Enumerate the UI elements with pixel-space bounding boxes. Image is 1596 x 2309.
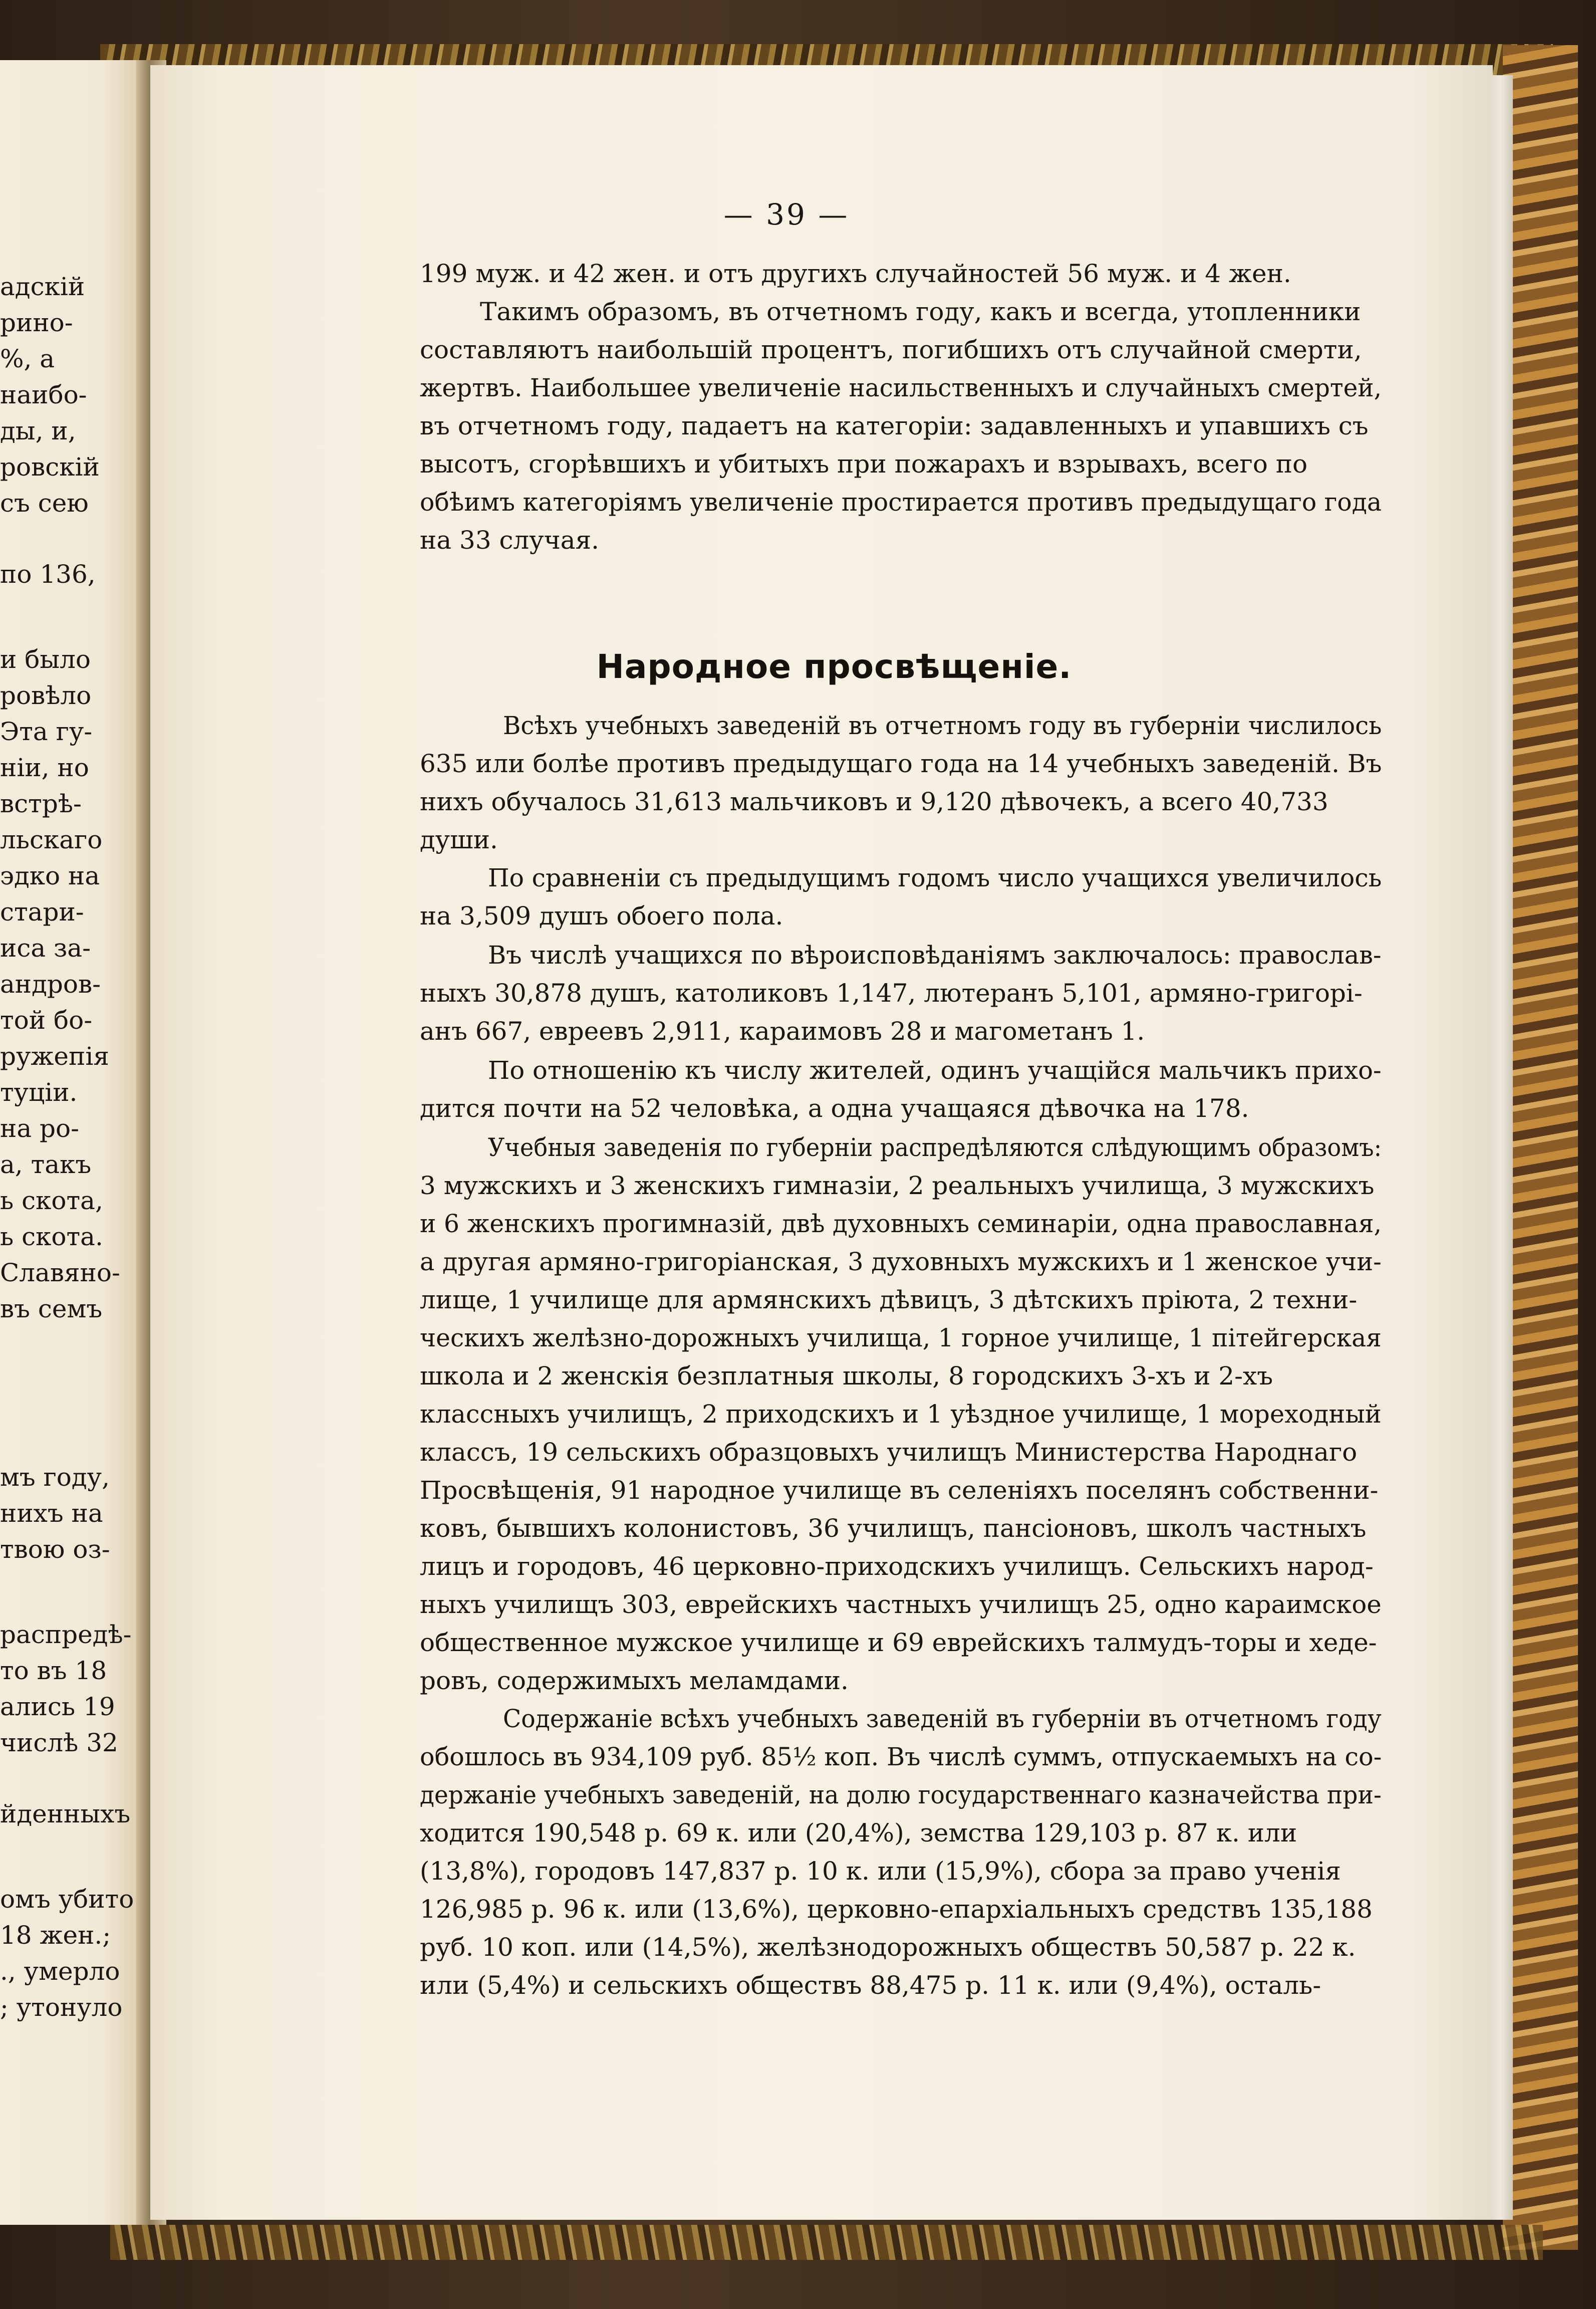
- left-page-fragment: ружепія: [0, 1042, 109, 1071]
- text-line: По отношенію къ числу жителей, одинъ учащійся мальчикъ прихо-: [488, 1056, 1382, 1085]
- section-heading: Народное просвѣщеніе.: [596, 647, 1072, 686]
- text-line: анъ 667, евреевъ 2,911, караимовъ 28 и магометанъ 1.: [420, 1017, 1145, 1046]
- text-line: въ отчетномъ году, падаетъ на категоріи: задавленныхъ и упавшихъ съ: [420, 411, 1369, 440]
- text-line: а другая армяно-григоріанская, 3 духовныхъ мужскихъ и 1 женское учи-: [420, 1247, 1382, 1276]
- left-page-fragment: мъ году,: [0, 1463, 110, 1492]
- left-page-fragment: то въ 18: [0, 1656, 107, 1685]
- left-page-fragment: 18 жен.;: [0, 1921, 111, 1950]
- text-line: обѣимъ категоріямъ увеличеніе простирается противъ предыдущаго года: [420, 488, 1382, 517]
- left-page-fragment: льскаго: [0, 825, 103, 854]
- left-page-fragment: ровѣло: [0, 681, 92, 710]
- text-line: на 33 случая.: [420, 526, 600, 555]
- left-page-fragment: стари-: [0, 897, 84, 927]
- text-line: Въ числѣ учащихся по вѣроисповѣданіямъ заключалось: православ-: [488, 941, 1382, 970]
- left-page-fragment: твою оз-: [0, 1535, 110, 1564]
- text-line: души.: [420, 825, 498, 854]
- text-line: нихъ обучалось 31,613 мальчиковъ и 9,120 дѣвочекъ, а всего 40,733: [420, 787, 1328, 816]
- left-page-fragment: наибо-: [0, 380, 87, 409]
- text-line: составляютъ наибольшій процентъ, погибшихъ отъ случайной смерти,: [420, 335, 1362, 364]
- text-line: руб. 10 коп. или (14,5%), желѣзнодорожныхъ обществъ 50,587 р. 22 к.: [420, 1933, 1356, 1962]
- text-line: классъ, 19 сельскихъ образцовыхъ училищъ Министерства Народнаго: [420, 1438, 1358, 1467]
- text-line: 635 или болѣе противъ предыдущаго года на 14 учебныхъ заведеній. Въ: [420, 749, 1382, 778]
- left-page-fragment: ь скота.: [0, 1222, 103, 1251]
- left-page-fragment: андров-: [0, 970, 101, 999]
- text-line: Содержаніе всѣхъ учебныхъ заведеній въ губерніи въ отчетномъ году: [503, 1704, 1382, 1733]
- text-line: классныхъ училищъ, 2 приходскихъ и 1 уѣздное училище, 1 мореходный: [420, 1400, 1382, 1429]
- text-line: ныхъ училищъ 303, еврейскихъ частныхъ училищъ 25, одно караимское: [420, 1590, 1382, 1619]
- text-line: жертвъ. Наибольшее увеличеніе насильственныхъ и случайныхъ смертей,: [420, 373, 1382, 402]
- left-page-fragment: на ро-: [0, 1114, 80, 1143]
- left-page-fragment: туціи.: [0, 1078, 78, 1107]
- left-page-fragment: ніи, но: [0, 753, 89, 782]
- left-page-fragment: а, такъ: [0, 1150, 92, 1179]
- page-number: — 39 —: [723, 197, 850, 232]
- left-page-fragment: той бо-: [0, 1006, 93, 1035]
- left-page-fragment: Эта гу-: [0, 717, 93, 746]
- text-line: на 3,509 душъ обоего пола.: [420, 901, 783, 931]
- text-line: Просвѣщенія, 91 народное училище въ селеніяхъ поселянъ собственни-: [420, 1476, 1379, 1505]
- text-line: Учебныя заведенія по губерніи распредѣляются слѣдующимъ образомъ:: [488, 1133, 1382, 1162]
- left-page: [0, 60, 146, 2225]
- text-line: ныхъ 30,878 душъ, католиковъ 1,147, лютеранъ 5,101, армяно-григорі-: [420, 979, 1363, 1008]
- left-page-fragment: ; утонуло: [0, 1993, 123, 2022]
- text-line: держаніе учебныхъ заведеній, на долю государственнаго казначейства при-: [420, 1780, 1382, 1809]
- text-line: общественное мужское училище и 69 еврейскихъ талмудъ-торы и хеде-: [420, 1628, 1377, 1657]
- book-cover-bottom-edge: [110, 2225, 1543, 2260]
- text-line: ровъ, содержимыхъ меламдами.: [420, 1666, 849, 1695]
- left-page-fragment: съ сею: [0, 489, 89, 518]
- text-line: 199 муж. и 42 жен. и отъ другихъ случайностей 56 муж. и 4 жен.: [420, 259, 1291, 288]
- text-line: По сравненіи съ предыдущимъ годомъ число учащихся увеличилось: [488, 863, 1382, 892]
- left-page-fragment: нихъ на: [0, 1499, 103, 1528]
- text-line: ходится 190,548 р. 69 к. или (20,4%), земства 129,103 р. 87 к. или: [420, 1818, 1297, 1848]
- text-line: 3 мужскихъ и 3 женскихъ гимназіи, 2 реальныхъ училища, 3 мужскихъ: [420, 1171, 1375, 1200]
- left-page-fragment: ь скота,: [0, 1186, 103, 1215]
- left-page-fragment: ды, и,: [0, 416, 76, 445]
- text-line: обошлось въ 934,109 руб. 85½ коп. Въ числѣ суммъ, отпускаемыхъ на со-: [420, 1742, 1382, 1771]
- left-page-fragment: Славяно-: [0, 1258, 120, 1287]
- left-page-fragment: иса за-: [0, 934, 91, 963]
- left-page-fragment: йденныхъ: [0, 1799, 131, 1828]
- text-line: Всѣхъ учебныхъ заведеній въ отчетномъ году въ губерніи числилось: [503, 711, 1382, 740]
- left-page-fragment: ались 19: [0, 1692, 115, 1721]
- text-line: лицъ и городовъ, 46 церковно-приходскихъ училищъ. Сельскихъ народ-: [420, 1552, 1374, 1581]
- left-page-fragment: распредѣ-: [0, 1620, 132, 1649]
- text-line: ковъ, бывшихъ колонистовъ, 36 училищъ, пансіоновъ, школъ частныхъ: [420, 1514, 1367, 1543]
- text-line: и 6 женскихъ прогимназій, двѣ духовныхъ семинаріи, одна православная,: [420, 1209, 1382, 1238]
- text-line: (13,8%), городовъ 147,837 р. 10 к. или (15,9%), сбора за право ученія: [420, 1857, 1341, 1886]
- left-page-fragment: адскій: [0, 272, 85, 301]
- text-line: ческихъ желѣзно-дорожныхъ училища, 1 горное училище, 1 пітейгерская: [420, 1323, 1382, 1352]
- text-line: высотъ, сгорѣвшихъ и убитыхъ при пожарахъ и взрывахъ, всего по: [420, 449, 1308, 479]
- left-page-fragment: по 136,: [0, 560, 96, 589]
- left-page-fragment: %, а: [0, 344, 55, 373]
- text-line: школа и 2 женскія безплатныя школы, 8 городскихъ 3-хъ и 2-хъ: [420, 1361, 1273, 1391]
- left-page-fragment: ровскій: [0, 452, 100, 482]
- left-page-fragment: ., умерло: [0, 1957, 120, 1986]
- left-page-fragment: и было: [0, 645, 91, 674]
- left-page-fragment: встрѣ-: [0, 789, 82, 818]
- left-page-fragment: въ семъ: [0, 1294, 103, 1323]
- book-cover-right-edge: [1503, 45, 1578, 2250]
- text-line: дится почти на 52 человѣка, а одна учащаяся дѣвочка на 178.: [420, 1094, 1249, 1123]
- left-page-fragment: числѣ 32: [0, 1728, 118, 1757]
- left-page-fragment: эдко на: [0, 861, 100, 890]
- text-line: лище, 1 училище для армянскихъ дѣвицъ, 3 дѣтскихъ пріюта, 2 техни-: [420, 1285, 1358, 1314]
- left-page-fragment: рино-: [0, 308, 73, 337]
- text-line: 126,985 р. 96 к. или (13,6%), церковно-епархіальныхъ средствъ 135,188: [420, 1895, 1373, 1924]
- text-line: Такимъ образомъ, въ отчетномъ году, какъ и всегда, утопленники: [480, 297, 1361, 326]
- text-line: или (5,4%) и сельскихъ обществъ 88,475 р. 11 к. или (9,4%), осталь-: [420, 1971, 1321, 2000]
- left-page-fragment: омъ убито: [0, 1885, 134, 1914]
